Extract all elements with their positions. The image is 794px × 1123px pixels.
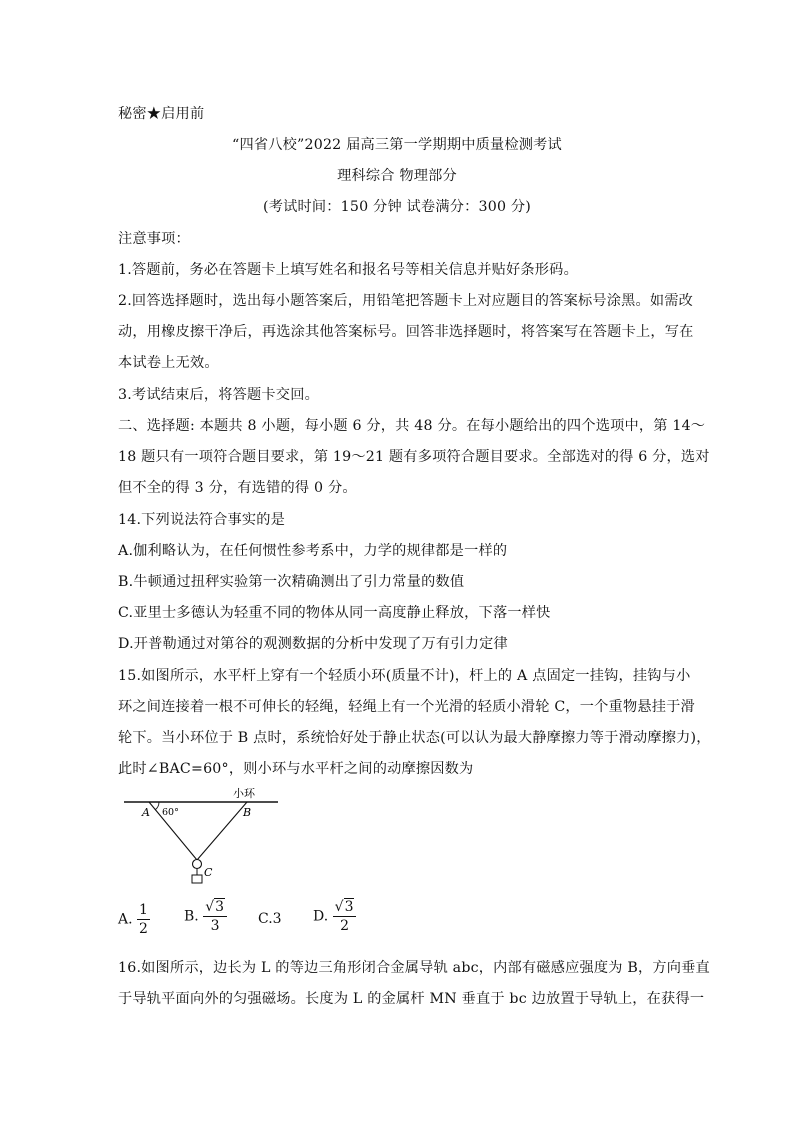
- note-line-4: 本试卷上无效。: [118, 355, 219, 371]
- q15-figure: [118, 784, 288, 888]
- answer-d-numerator: √3: [333, 899, 357, 917]
- q15-answer-a: [118, 902, 150, 937]
- answer-a-fraction: [137, 902, 150, 937]
- note-line-1: 1.答题前，务必在答题卡上填写姓名和报名号等相关信息并贴好条形码。: [118, 262, 578, 278]
- rope-bc: [197, 802, 247, 860]
- secret-label: 秘密★启用前: [118, 106, 205, 122]
- q16-line-2: 于导轨平面向外的匀强磁场。长度为 L 的金属杆 MN 垂直于 bc 边放置于导轨上，在获得一: [118, 991, 705, 1007]
- label-a: A: [142, 806, 150, 819]
- label-c: C: [204, 866, 213, 879]
- note-line-5: 3.考试结束后，将答题卡交回。: [118, 387, 319, 403]
- pulley-c: [193, 860, 202, 869]
- note-line-2: 2.回答选择题时，选出每小题答案后，用铅笔把答题卡上对应题目的答案标号涂黑。如需改: [118, 293, 694, 309]
- angle-arc: [155, 802, 159, 810]
- exam-time-info: (考试时间：150 分钟 试卷满分：300 分): [263, 199, 531, 215]
- q14-stem: 14.下列说法符合事实的是: [118, 512, 286, 528]
- q15-line-2: 环之间连接着一根不可伸长的轻绳，轻绳上有一个光滑的轻质小滑轮 C，一个重物悬挂于滑: [118, 699, 695, 715]
- q15-line-4: 此时∠BAC=60°，则小环与水平杆之间的动摩擦因数为: [118, 761, 474, 777]
- answer-d-fraction: [333, 899, 357, 934]
- answer-b-letter: B.: [184, 908, 199, 925]
- answer-b-fraction: [203, 899, 227, 934]
- sqrt-icon: √: [334, 899, 344, 915]
- subject-title: 理科综合 物理部分: [337, 168, 457, 184]
- answer-a-denominator: 2: [139, 921, 148, 937]
- section-2-line-2: 18 题只有一项符合题目要求，第 19～21 题有多项符合题目要求。全部选对的得 6 分，选对: [118, 449, 710, 465]
- q15-line-1: 15.如图所示，水平杆上穿有一个轻质小环(质量不计)，杆上的 A 点固定一挂钩，挂钩与小: [118, 668, 691, 684]
- answer-b-numerator: √3: [203, 899, 227, 917]
- q15-answer-d: [313, 899, 356, 934]
- q15-answer-b: [184, 899, 227, 934]
- q14-option-d: D.开普勒通过对第谷的观测数据的分析中发现了万有引力定律: [118, 636, 508, 652]
- answer-d-letter: D.: [313, 908, 329, 925]
- q14-option-c: C.亚里士多德认为轻重不同的物体从同一高度静止释放，下落一样快: [118, 605, 551, 621]
- answer-d-denominator: 2: [340, 918, 350, 934]
- q15-answer-c: C.3: [258, 911, 282, 927]
- answer-b-denominator: 3: [210, 918, 220, 934]
- label-b: B: [243, 806, 252, 819]
- q14-option-a: A.伽利略认为，在任何惯性参考系中，力学的规律都是一样的: [118, 543, 508, 559]
- note-line-3: 动，用橡皮擦干净后，再选涂其他答案标号。回答非选择题时，将答案写在答题卡上，写在: [118, 324, 694, 340]
- section-2-line-3: 但不全的得 3 分，有选错的得 0 分。: [118, 480, 357, 496]
- label-angle: 60°: [162, 807, 179, 818]
- answer-a-numerator: 1: [139, 902, 148, 918]
- answer-a-letter: A.: [118, 911, 133, 928]
- section-2-line-1: 二、选择题: 本题共 8 小题，每小题 6 分，共 48 分。在每小题给出的四个选项中，第 14～: [118, 418, 706, 434]
- q16-line-1: 16.如图所示，边长为 L 的等边三角形闭合金属导轨 abc，内部有磁感应强度为 B，方向垂直: [118, 960, 710, 976]
- sqrt-icon: √: [205, 899, 215, 915]
- label-ring: 小环: [233, 787, 255, 800]
- exam-title: “四省八校”2022 届高三第一学期期中质量检测考试: [232, 137, 562, 153]
- q14-option-b: B.牛顿通过扭秤实验第一次精确测出了引力常量的数值: [118, 574, 465, 590]
- notes-heading: 注意事项：: [118, 231, 190, 247]
- weight-box: [192, 875, 202, 883]
- q15-line-3: 轮下。当小环位于 B 点时，系统恰好处于静止状态(可以认为最大静摩擦力等于滑动摩擦力)，: [118, 730, 711, 746]
